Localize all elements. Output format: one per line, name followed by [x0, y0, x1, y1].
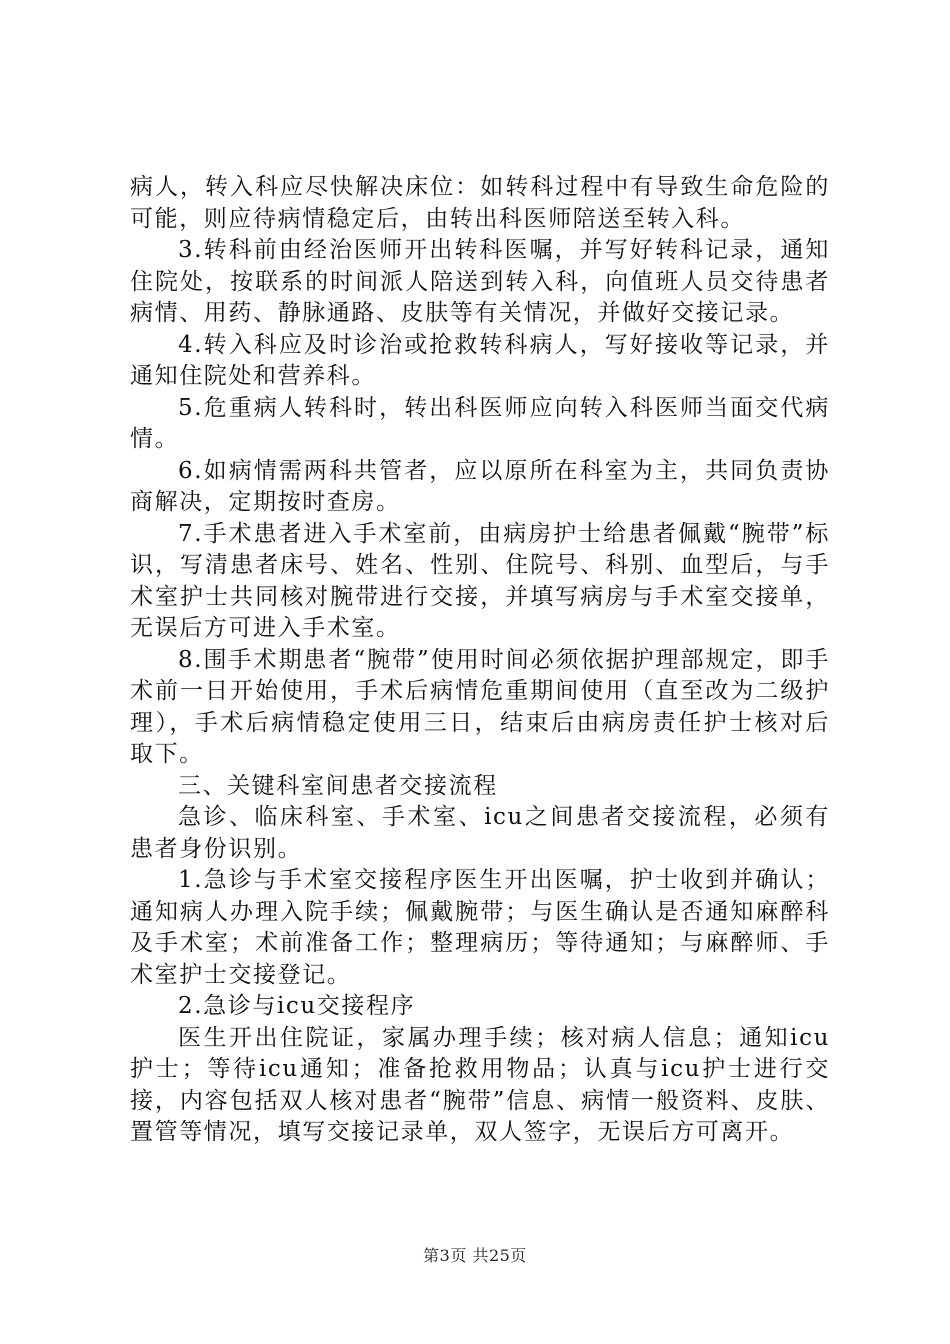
paragraph: 3.转科前由经治医师开出转科医嘱，并写好转科记录，通知住院处，按联系的时间派人陪送到转入科，向值班人员交待患者病情、用药、静脉通路、皮肤等有关情况，并做好交接记录。	[130, 237, 830, 326]
paragraph: 医生开出住院证，家属办理手续；核对病人信息；通知icu护士；等待icu通知；准备抢救用物品；认真与icu护士进行交接，内容包括双人核对患者“腕带”信息、病情一般资料、皮肤、置管等情况，填写交接记录单，双人签字，无误后方可离开。	[130, 1024, 830, 1145]
document-body	[130, 172, 830, 1149]
paragraph: 8.围手术期患者“腕带”使用时间必须依据护理部规定，即手术前一日开始使用，手术后病情危重期间使用（直至改为二级护理），手术后病情稳定使用三日，结束后由病房责任护士核对后取下。	[130, 646, 830, 767]
page-footer: 第3页 共25页	[423, 1246, 527, 1265]
paragraph: 7.手术患者进入手术室前，由病房护士给患者佩戴“腕带”标识，写清患者床号、姓名、性别、住院号、科别、血型后，与手术室护士共同核对腕带进行交接，并填写病房与手术室交接单，无误后方可进入手术室。	[130, 520, 830, 641]
paragraph: 6.如病情需两科共管者，应以原所在科室为主，共同负责协商解决，定期按时查房。	[130, 457, 830, 515]
paragraph: 急诊、临床科室、手术室、icu之间患者交接流程，必须有患者身份识别。	[130, 804, 830, 862]
paragraph: 1.急诊与手术室交接程序医生开出医嘱，护士收到并确认；通知病人办理入院手续；佩戴腕带；与医生确认是否通知麻醉科及手术室；术前准备工作；整理病历；等待通知；与麻醉师、手术室护士交接登记。	[130, 867, 830, 988]
paragraph: 5.危重病人转科时，转出科医师应向转入科医师当面交代病情。	[130, 394, 830, 452]
paragraph: 4.转入科应及时诊治或抢救转科病人，写好接收等记录，并通知住院处和营养科。	[130, 331, 830, 389]
paragraph: 2.急诊与icu交接程序	[178, 993, 416, 1019]
paragraph: 病人，转入科应尽快解决床位：如转科过程中有导致生命危险的可能，则应待病情稳定后，由转出科医师陪送至转入科。	[130, 174, 830, 232]
section-heading: 三、关键科室间患者交接流程	[178, 772, 498, 799]
